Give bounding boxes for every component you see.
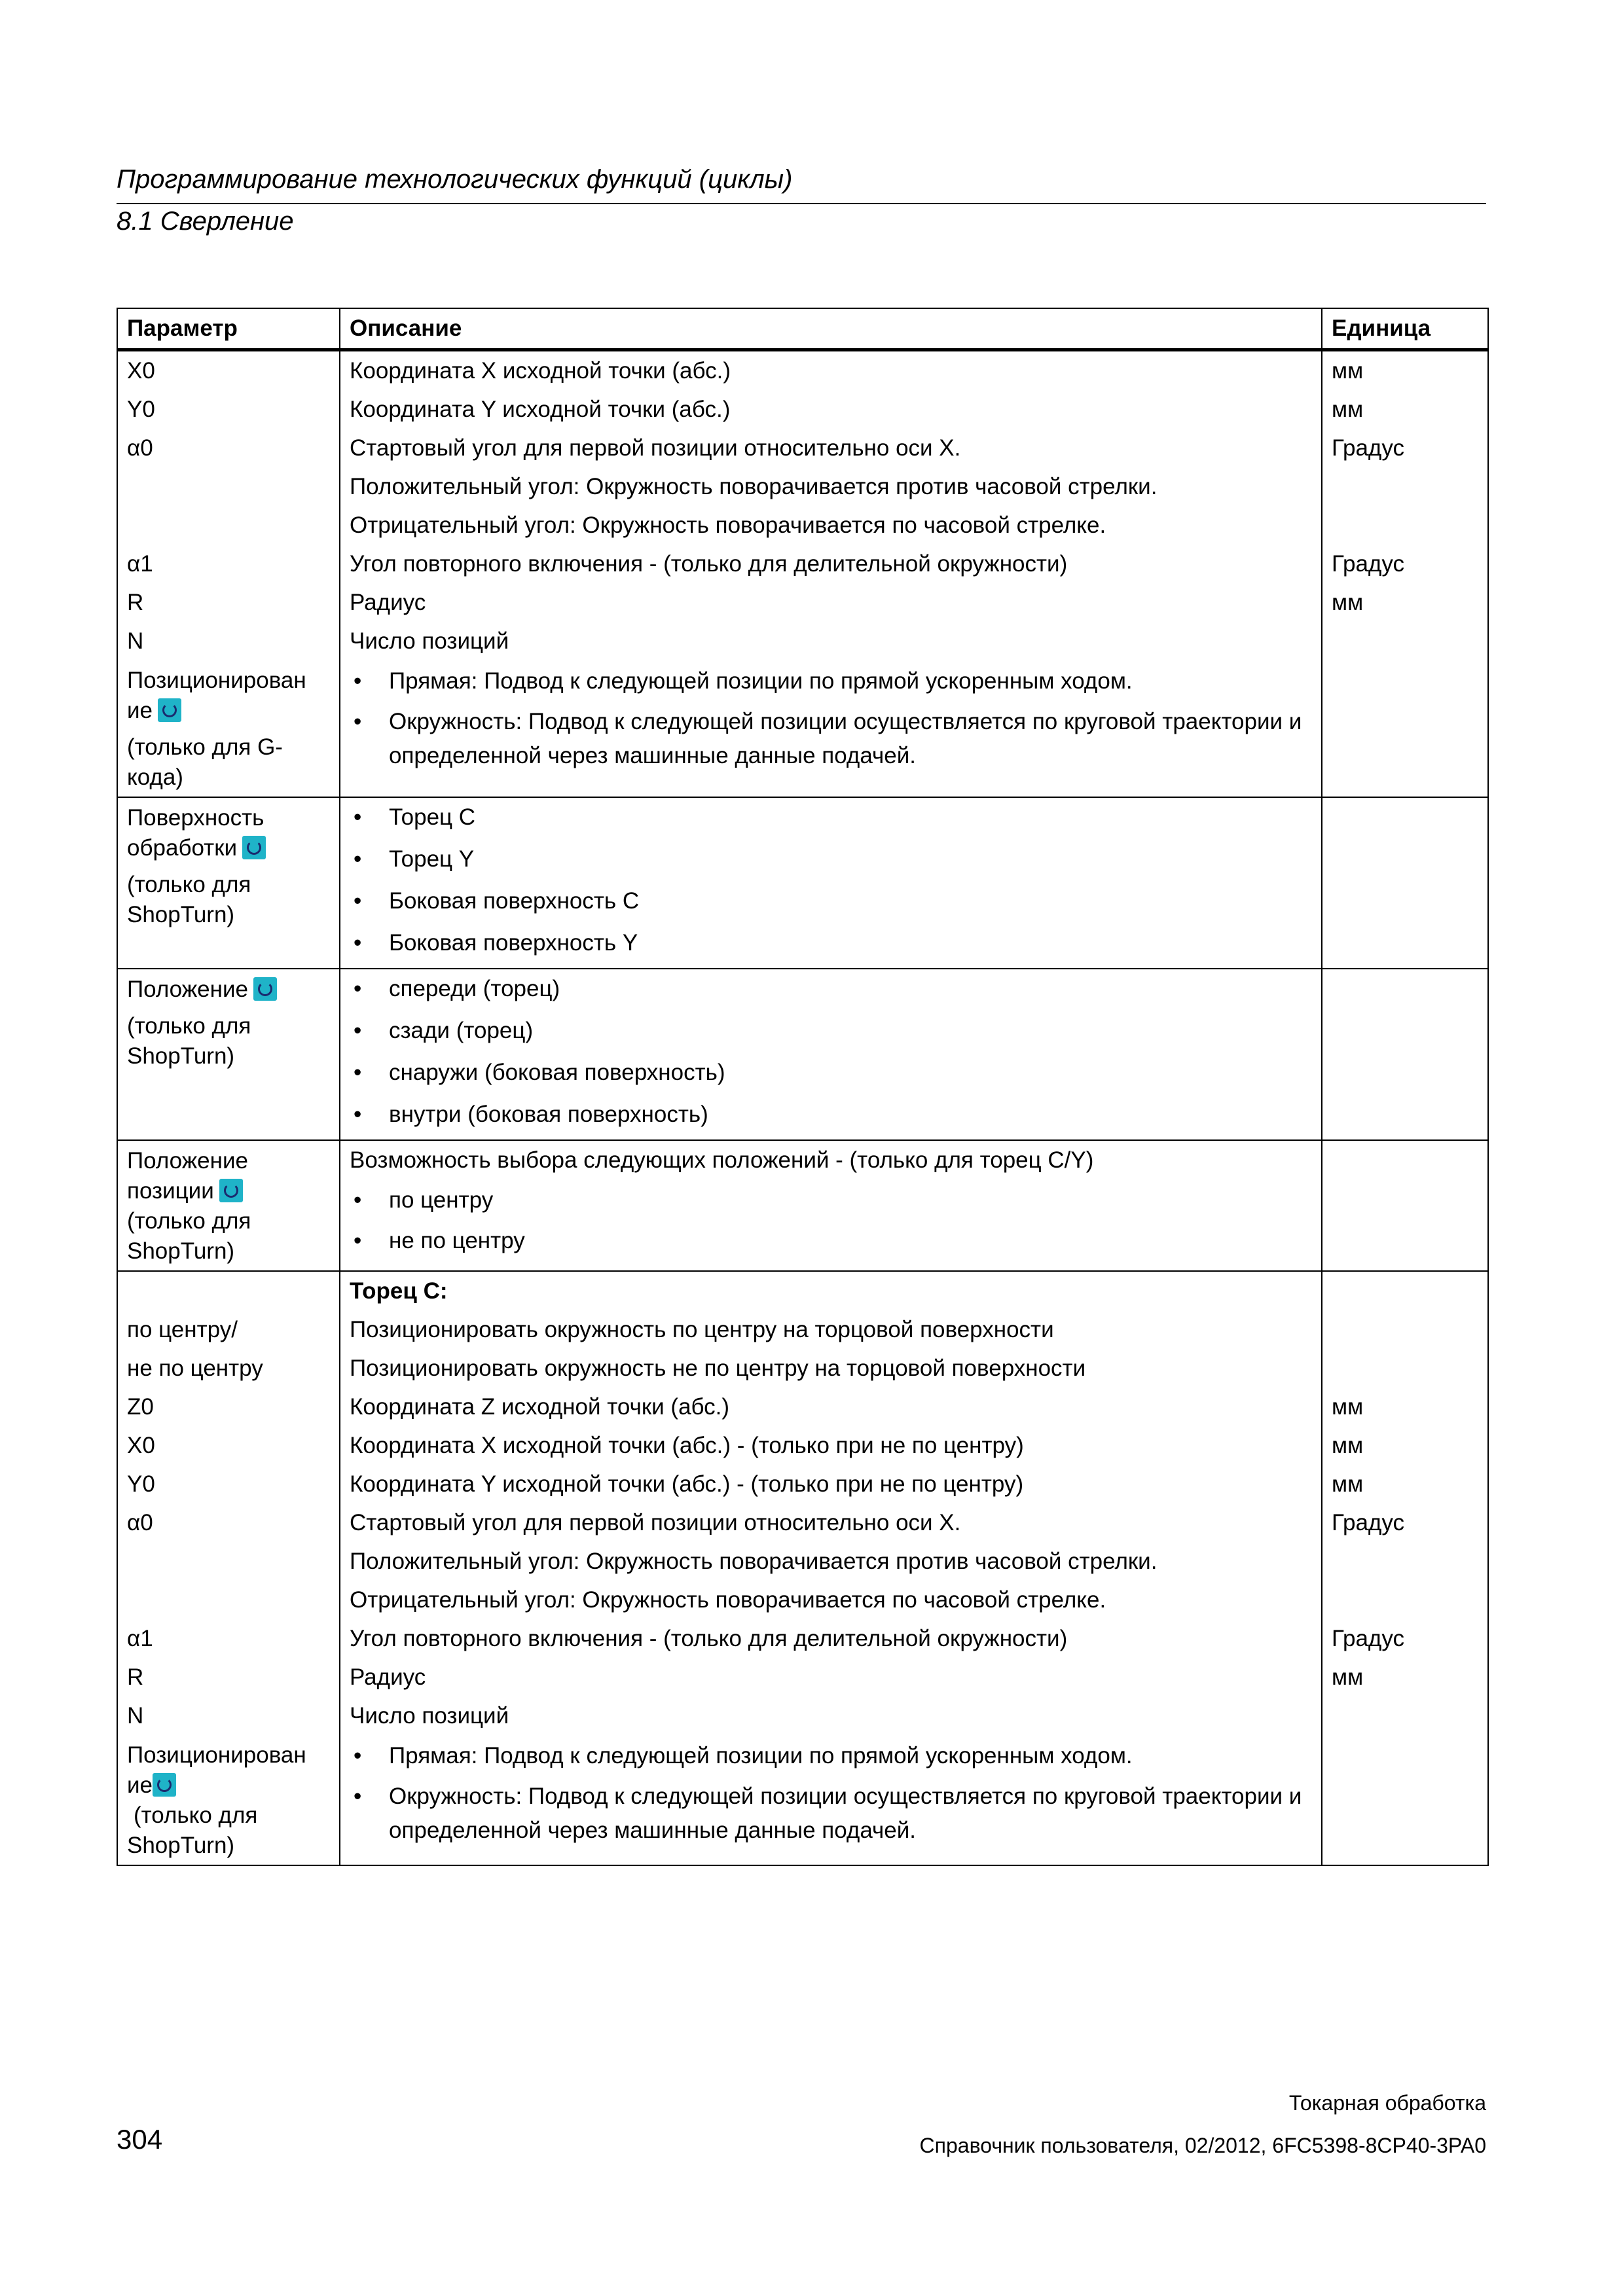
param-x0: X0 [127, 1433, 155, 1458]
desc-n: Число позиций [350, 628, 509, 654]
toggle-icon [242, 836, 266, 859]
list-item: • Прямая: Подвод к следующей позиции по прямой ускоренным ходом. [350, 1739, 1312, 1773]
toggle-icon [219, 1179, 243, 1202]
section-title: 8.1 Сверление [117, 207, 294, 236]
param-alpha0: α0 [127, 1510, 153, 1535]
chapter-title: Программирование технологических функций (циклы) [117, 165, 793, 194]
param-cell [117, 350, 340, 798]
table-row [117, 969, 1488, 1140]
param-cell [117, 969, 340, 1140]
list-item: • не по центру [350, 1224, 1312, 1258]
list-item: • Торец C [350, 800, 1312, 834]
list-item: • спереди (торец) [350, 972, 1312, 1006]
table-header-row [117, 308, 1488, 350]
param-r: R [127, 1664, 144, 1690]
surface-options [350, 800, 1312, 960]
footer-doc-ref: Справочник пользователя, 02/2012, 6FC5398-8CP40-3PA0 [919, 2134, 1486, 2157]
positioning-options [350, 664, 1312, 773]
list-item: • Боковая поверхность Y [350, 926, 1312, 960]
table-row [117, 797, 1488, 969]
desc-x0: Координата X исходной точки (абс.) [350, 358, 731, 384]
toggle-icon [153, 1773, 176, 1797]
list-item: • Торец Y [350, 842, 1312, 876]
toggle-icon [158, 698, 181, 722]
table-row [117, 1140, 1488, 1271]
unit-cell [1322, 1140, 1488, 1271]
param-center: по центру/ [127, 1317, 238, 1342]
list-item: • снаружи (боковая поверхность) [350, 1056, 1312, 1090]
desc-positive-angle: Положительный угол: Окружность поворачивается против часовой стрелки. [350, 474, 1158, 499]
param-positioning: Позиционирован ие (только для ShopTurn) [127, 1742, 306, 1858]
param-position-of-positions: Положение позиции (только для ShopTurn) [127, 1148, 251, 1264]
positioning-options [350, 1739, 1312, 1848]
position-of-positions-options [350, 1183, 1312, 1258]
param-positioning: Позиционирован ие (только для G- кода) [127, 668, 306, 790]
list-item: • Прямая: Подвод к следующей позиции по прямой ускоренным ходом. [350, 664, 1312, 698]
table-row [117, 1271, 1488, 1865]
header-rule [117, 203, 1486, 204]
desc-cell [340, 1140, 1322, 1271]
list-item: • внутри (боковая поверхность) [350, 1098, 1312, 1132]
desc-r: Радиус [350, 590, 426, 615]
column-header-unit: Единица [1322, 308, 1488, 350]
table-row [117, 350, 1488, 798]
column-header-parameter: Параметр [117, 308, 340, 350]
param-n: N [127, 628, 144, 654]
desc-cell [340, 969, 1322, 1140]
param-y0: Y0 [127, 1471, 155, 1497]
list-item: • по центру [350, 1183, 1312, 1217]
param-n: N [127, 1703, 144, 1729]
param-z0: Z0 [127, 1394, 154, 1420]
param-alpha1: α1 [127, 1626, 153, 1651]
unit-cell: мм мм Градус Градус мм [1322, 350, 1488, 798]
param-surface: Поверхность обработки (только для ShopTurn) [127, 798, 330, 934]
param-r: R [127, 590, 144, 615]
param-position: Положение (только для ShopTurn) [127, 969, 330, 1075]
desc-cell: Торец C: Позиционировать окружность по центру на торцовой поверхности Позиционировать окружность не по центру на торцовой поверхности Координата Z исходной точки (абс.) Координата X исходной точки (абс.) - (только при не по центру) Координата Y исходной точки (абс.) - (только при не по центру) Стартовый угол для первой позиции относительно оси X. Положительный угол: Окружность поворачивается против часовой стрелки. Отрицательный угол: Окружность поворачивается по часовой стрелке. Угол повторного включения - (только для делительной окружности) Радиус Число позиций • Прямая: Подвод к следующей позиции по прямой ускоренным ходом. • Окружность: Подвод к следующей позиции осуществляется по круговой траектории и определенной через машинные данные подачей. [340, 1271, 1322, 1865]
param-not-center: не по центру [127, 1355, 263, 1381]
param-cell [117, 1140, 340, 1271]
list-item: • Окружность: Подвод к следующей позиции осуществляется по круговой траектории и определенной через машинные данные подачей. [350, 1780, 1312, 1848]
param-cell [117, 797, 340, 969]
desc-cell [340, 350, 1322, 798]
desc-alpha1: Угол повторного включения - (только для делительной окружности) [350, 551, 1068, 577]
desc-position-intro: Возможность выбора следующих положений - (только для торец C/Y) [350, 1147, 1094, 1173]
desc-alpha0: Стартовый угол для первой позиции относительно оси X. [350, 435, 961, 461]
param-x0: X0 [127, 358, 155, 384]
parameter-table [117, 308, 1489, 1866]
unit-cell: мм мм мм Градус Градус мм [1322, 1271, 1488, 1865]
toggle-icon [253, 977, 277, 1001]
param-alpha0: α0 [127, 435, 153, 461]
footer-doc-title: Токарная обработка [1288, 2091, 1486, 2115]
desc-y0: Координата Y исходной точки (абс.) [350, 397, 731, 422]
param-empty [127, 467, 330, 506]
desc-cell [340, 797, 1322, 969]
column-header-description: Описание [340, 308, 1322, 350]
param-alpha1: α1 [127, 551, 153, 577]
list-item: • Окружность: Подвод к следующей позиции осуществляется по круговой траектории и определенной через машинные данные подачей. [350, 705, 1312, 773]
param-y0: Y0 [127, 397, 155, 422]
position-options [350, 972, 1312, 1132]
list-item: • сзади (торец) [350, 1014, 1312, 1048]
unit-cell [1322, 797, 1488, 969]
page-number: 304 [117, 2124, 163, 2155]
face-c-heading: Торец C: [350, 1278, 448, 1304]
unit-cell [1322, 969, 1488, 1140]
param-cell [117, 1271, 340, 1865]
param-empty [127, 506, 330, 545]
desc-negative-angle: Отрицательный угол: Окружность поворачивается по часовой стрелке. [350, 512, 1106, 538]
list-item: • Боковая поверхность C [350, 884, 1312, 918]
